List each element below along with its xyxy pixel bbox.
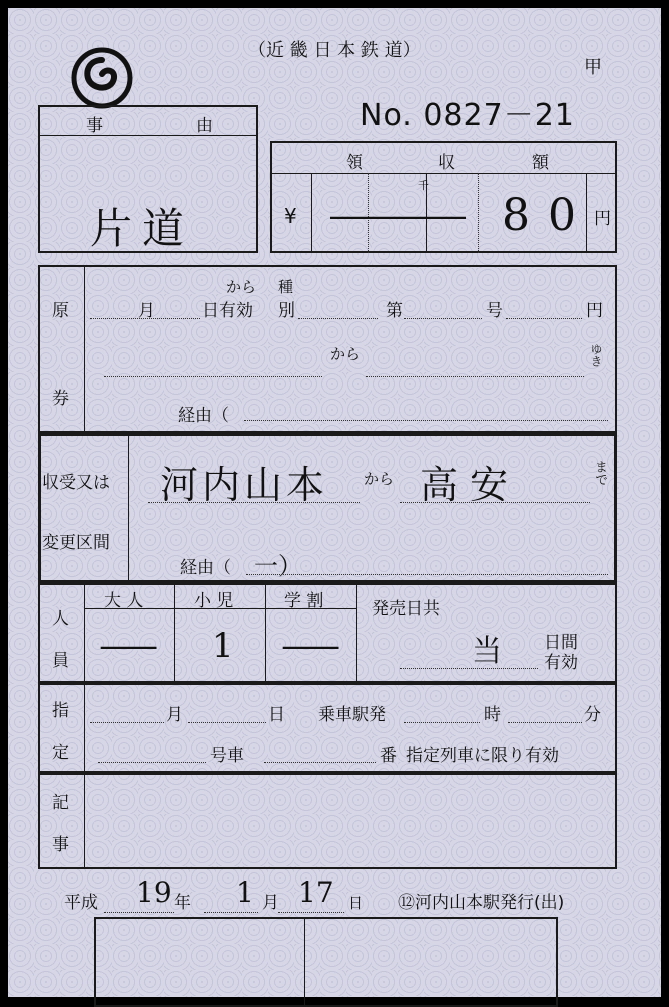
valid-label: 有効 [544, 653, 578, 673]
adult-label: 大 人 [104, 591, 144, 611]
orig-no-suffix: 号 [486, 301, 503, 321]
orig-no-prefix: 第 [386, 301, 403, 321]
orig-yuki: ゆき [589, 343, 603, 367]
amount-digit-a: 8 [502, 190, 530, 241]
passengers-label-a: 人 [52, 609, 69, 629]
issue-day-label: 発売日共 [372, 599, 440, 619]
receipt-label-b: 収 [438, 153, 455, 173]
student-value: — [280, 626, 342, 666]
orig-month: 月 [138, 301, 155, 321]
student-label: 学 割 [284, 591, 324, 611]
class-mark: 甲 [584, 57, 602, 78]
reason-label-a: 事 [86, 116, 103, 136]
section-via-value: 一） [254, 552, 302, 580]
reason-label-b: 由 [196, 116, 213, 136]
adult-value: — [98, 626, 160, 666]
yen-unit: 円 [594, 209, 611, 229]
orig-day-valid: 日有効 [202, 301, 253, 321]
section-made: まで [592, 460, 607, 486]
footer-era: 平成 [64, 893, 98, 913]
orig-from-top: から [226, 278, 257, 296]
original-ticket-box [38, 265, 617, 433]
receipt-label-c: 額 [532, 153, 549, 173]
issuer: ⑫河内山本駅発行(出) [398, 893, 565, 913]
section-via: 経由（ [180, 558, 231, 578]
remarks-box [38, 773, 617, 869]
reserved-month: 月 [166, 705, 183, 725]
reserved-seat: 番 [380, 746, 397, 766]
footer-day: 日 [348, 894, 364, 912]
original-label-a: 原 [52, 301, 69, 321]
orig-yen: 円 [586, 301, 603, 321]
thousand-mark: 千 [418, 179, 429, 192]
original-label-b: 券 [52, 389, 69, 409]
amount-dash: ―――― [330, 196, 466, 236]
company-name: （近 畿 日 本 鉄 道） [248, 40, 421, 61]
ticket [8, 8, 661, 997]
orig-type-b: 別 [278, 301, 295, 321]
child-label: 小 児 [194, 591, 234, 611]
footer-year-value: 19 [136, 876, 172, 909]
section-from: から [364, 470, 395, 488]
reserved-note: 指定列車に限り有効 [406, 746, 559, 766]
reserved-board: 乗車駅発 [318, 705, 386, 725]
reserved-day: 日 [268, 705, 285, 725]
days-label: 日間 [544, 633, 578, 653]
reserved-car: 号車 [210, 746, 244, 766]
footer-year: 年 [174, 893, 191, 913]
passengers-label-b: 員 [52, 651, 69, 671]
yen-symbol: ¥ [284, 204, 297, 228]
reserved-label-a: 指 [52, 701, 69, 721]
amount-digit-b: 0 [548, 190, 576, 241]
receipt-label-a: 領 [346, 153, 363, 173]
valid-value: 当 [472, 634, 502, 669]
from-station: 河内山本 [160, 463, 329, 507]
orig-type-a: 種 [278, 278, 294, 296]
remarks-label-b: 事 [52, 835, 69, 855]
to-station: 高安 [420, 463, 521, 507]
company-logo-icon [70, 46, 134, 110]
reserved-minute: 分 [584, 705, 601, 725]
orig-from: から [330, 345, 361, 363]
footer-day-value: 17 [298, 876, 334, 909]
section-label-b: 変更区間 [42, 533, 110, 553]
ticket-number: No. 0827－21 [360, 98, 575, 133]
footer-month: 月 [262, 893, 279, 913]
reason-value: 片道 [90, 204, 195, 253]
remarks-label-a: 記 [52, 793, 69, 813]
section-label-a: 収受又は [42, 473, 110, 493]
stamp-area [94, 917, 558, 1007]
footer-month-value: 1 [236, 876, 254, 909]
reserved-hour: 時 [484, 705, 501, 725]
orig-via: 経由（ [178, 406, 229, 426]
child-value: 1 [212, 626, 234, 666]
reserved-label-b: 定 [52, 743, 69, 763]
